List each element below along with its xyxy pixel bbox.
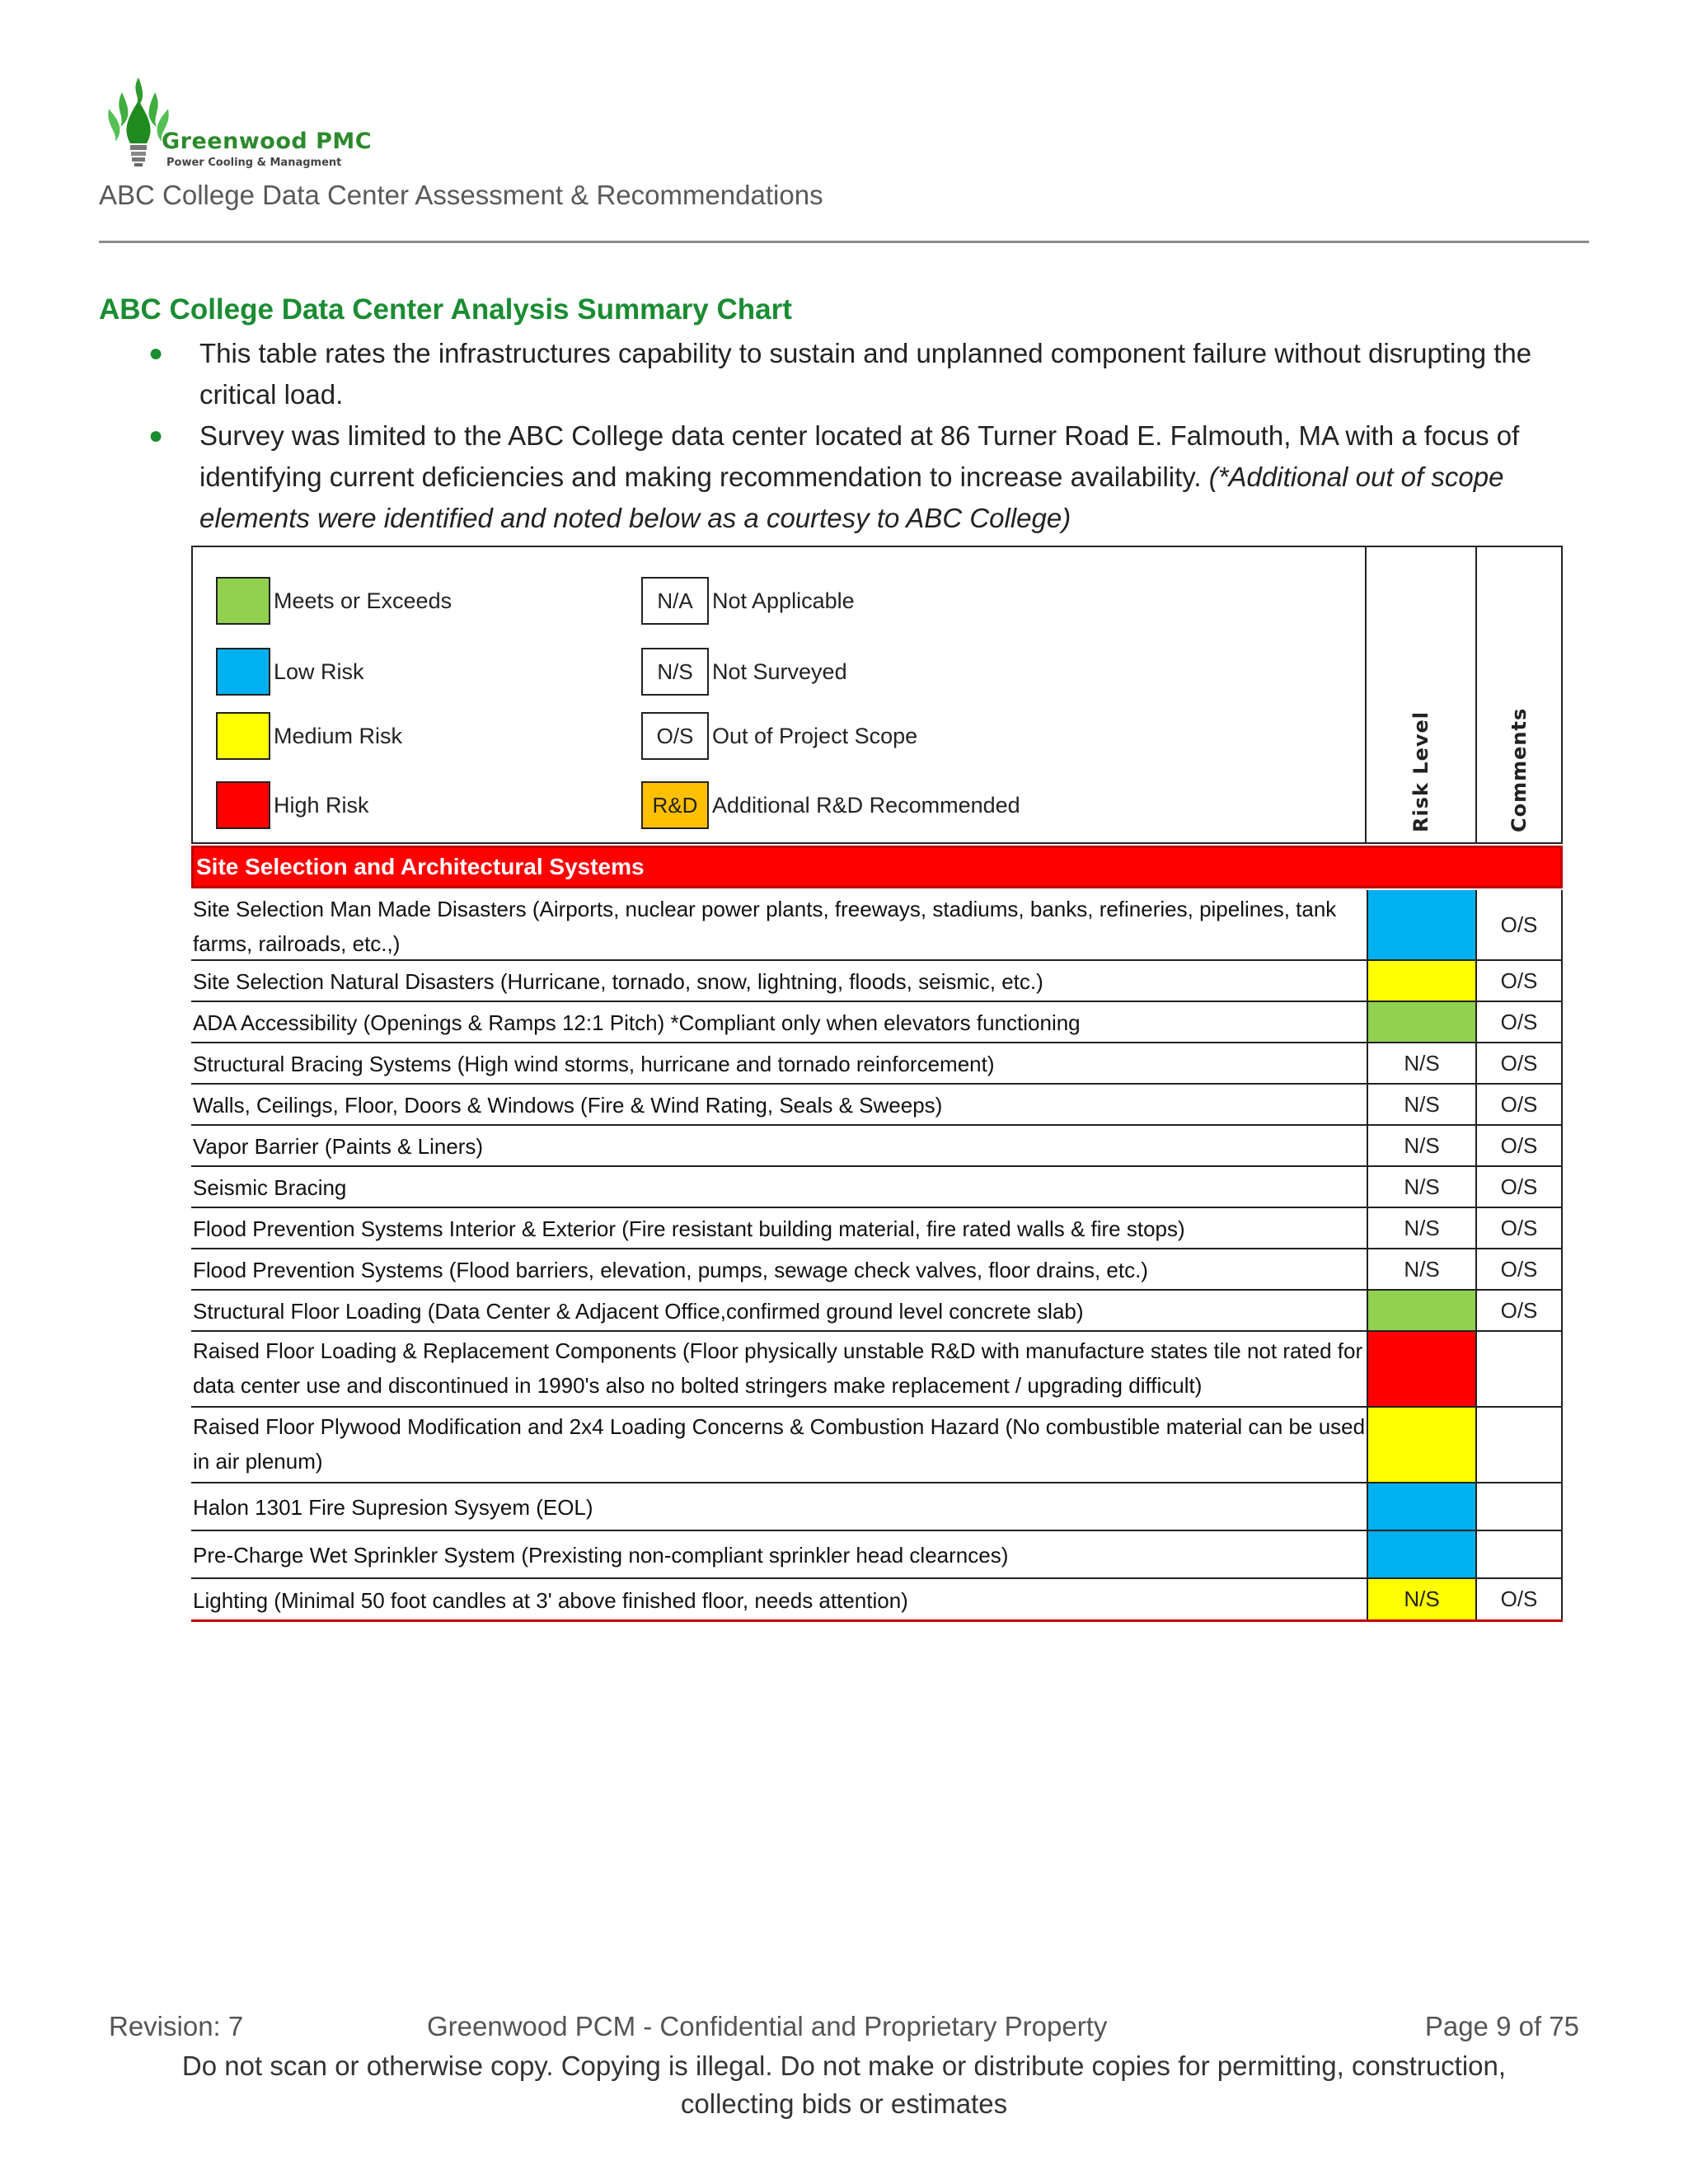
row-description: Site Selection Natural Disasters (Hurricane, tornado, snow, lightning, floods, seismic, etc.) [193,969,1043,994]
header-divider [99,241,1589,243]
bullet-dot-icon: ● [148,340,164,367]
footer-page-number: Page 9 of 75 [1424,2011,1579,2041]
table-row [191,961,1563,1002]
comment-cell: O/S [1477,1249,1563,1289]
legend-item [641,712,917,760]
logo-name: Greenwood PMC [162,129,373,154]
risk-level-cell: N/S [1367,1085,1477,1124]
table-row [191,1126,1563,1167]
legend-label: Meets or Exceeds [274,588,452,613]
comment-cell: O/S [1477,1043,1563,1083]
legend-item [641,577,855,625]
comment-cell [1477,1531,1563,1577]
risk-level-cell [1367,1483,1477,1530]
legend-code: O/S [641,712,709,760]
legend-item [641,648,847,696]
risk-level-header-label: Risk Level [1409,710,1432,832]
legend-swatch [216,712,270,760]
table-row [191,1167,1563,1208]
risk-level-header [1365,546,1477,844]
row-description: Seismic Bracing [193,1175,347,1200]
comment-cell [1477,1332,1563,1406]
intro-bullets [148,333,1599,539]
footer-notice: Do not scan or otherwise copy. Copying is illegal. Do not make or distribute copies for permitting, construction, collecting bids or estimates [181,2050,1507,2119]
risk-level-cell: N/S [1367,1126,1477,1165]
table-row [191,1085,1563,1126]
legend-label: High Risk [274,792,369,818]
comment-cell: O/S [1477,1291,1563,1330]
table-row [191,1483,1563,1531]
row-description: Walls, Ceilings, Floor, Doors & Windows (Fire & Wind Rating, Seals & Sweeps) [193,1093,943,1118]
legend-item [216,781,369,829]
legend-label: Low Risk [274,658,364,684]
risk-level-cell [1367,1002,1477,1042]
comment-cell: O/S [1477,1208,1563,1248]
table-row [191,1249,1563,1291]
legend-swatch [216,577,270,625]
risk-level-cell [1367,1408,1477,1482]
row-description: ADA Accessibility (Openings & Ramps 12:1 Pitch) *Compliant only when elevators functioning [193,1010,1081,1035]
row-description: Site Selection Man Made Disasters (Airports, nuclear power plants, freeways, stadiums, banks, refineries, pipelines, tank farms, railroads, etc.,) [193,897,1337,956]
row-description: Raised Floor Loading & Replacement Components (Floor physically unstable R&D with manufacture states tile not rated for data center use and discontinued in 1990's also no bolted stringers make replacement / upgrading difficult) [193,1338,1363,1398]
legend-item [641,781,1020,829]
bullet-item [148,415,1599,539]
legend-code: N/A [641,577,709,625]
row-description: Lighting (Minimal 50 foot candles at 3' above finished floor, needs attention) [193,1588,908,1613]
legend-item [216,577,452,625]
comments-header [1475,546,1563,844]
row-description: Pre-Charge Wet Sprinkler System (Prexisting non-compliant sprinkler head clearnces) [193,1543,1009,1568]
comment-cell: O/S [1477,1002,1563,1042]
legend-code: R&D [641,781,709,829]
table-row [191,1531,1563,1579]
table-row [191,890,1563,961]
row-description: Vapor Barrier (Paints & Liners) [193,1134,484,1159]
legend-code: N/S [641,648,709,696]
risk-level-cell [1367,961,1477,1001]
bullet-italic-note: (*Additional out of scope elements were identified and noted below as a courtesy to ABC College) [199,462,1504,533]
legend-item [216,712,402,760]
legend [191,546,1365,844]
legend-label: Out of Project Scope [712,723,918,748]
row-description: Flood Prevention Systems (Flood barriers, elevation, pumps, sewage check valves, floor drains, etc.) [193,1258,1148,1282]
bullet-text: Survey was limited to the ABC College data center located at 86 Turner Road E. Falmouth, MA with a focus of identifying current deficiencies and making recommendation to increase availability. [199,420,1520,492]
risk-level-cell: N/S [1367,1579,1477,1619]
row-description: Structural Bracing Systems (High wind storms, hurricane and tornado reinforcement) [193,1052,995,1076]
table-row [191,1291,1563,1332]
document-subtitle: ABC College Data Center Assessment & Recommendations [99,180,823,210]
table-row [191,1332,1563,1408]
comments-header-label: Comments [1507,707,1531,832]
risk-level-cell [1367,890,1477,959]
legend-label: Not Surveyed [712,658,847,684]
risk-level-cell [1367,1291,1477,1330]
legend-swatch [216,781,270,829]
section-title: ABC College Data Center Analysis Summary Chart [99,293,792,326]
row-description: Flood Prevention Systems Interior & Exterior (Fire resistant building material, fire rated walls & fire stops) [193,1216,1185,1241]
bullet-dot-icon: ● [148,422,164,449]
legend-item [216,648,364,696]
comment-cell: O/S [1477,890,1563,959]
comment-cell [1477,1408,1563,1482]
table-row [191,1579,1563,1622]
risk-level-cell [1367,1531,1477,1577]
comment-cell: O/S [1477,1579,1563,1619]
risk-level-cell [1367,1332,1477,1406]
category-row: Site Selection and Architectural Systems [191,846,1563,888]
table-row [191,1208,1563,1249]
comment-cell: O/S [1477,1167,1563,1207]
table-row [191,1002,1563,1043]
footer-revision: Revision: 7 [109,2011,244,2041]
logo-tagline: Power Cooling & Managment [166,157,342,169]
row-description: Raised Floor Plywood Modification and 2x4 Loading Concerns & Combustion Hazard (No combustible material can be used in air plenum) [193,1414,1366,1474]
risk-level-cell: N/S [1367,1249,1477,1289]
bullet-text: This table rates the infrastructures capability to sustain and unplanned component failure without disrupting the critical load. [199,338,1532,410]
legend-swatch [216,648,270,696]
risk-level-cell: N/S [1367,1167,1477,1207]
risk-level-cell: N/S [1367,1043,1477,1083]
legend-label: Additional R&D Recommended [712,792,1020,818]
comment-cell: O/S [1477,1085,1563,1124]
footer-confidential: Greenwood PCM - Confidential and Proprietary Property [427,2011,1108,2041]
row-description: Structural Floor Loading (Data Center & Adjacent Office,confirmed ground level concrete slab) [193,1299,1084,1324]
comment-cell: O/S [1477,1126,1563,1165]
risk-level-cell: N/S [1367,1208,1477,1248]
bullet-item [148,333,1599,415]
comment-cell: O/S [1477,961,1563,1001]
row-description: Halon 1301 Fire Supresion Sysyem (EOL) [193,1495,593,1520]
table-row [191,1408,1563,1483]
legend-label: Not Applicable [712,588,855,613]
legend-label: Medium Risk [274,723,403,748]
table-row [191,1043,1563,1085]
comment-cell [1477,1483,1563,1530]
